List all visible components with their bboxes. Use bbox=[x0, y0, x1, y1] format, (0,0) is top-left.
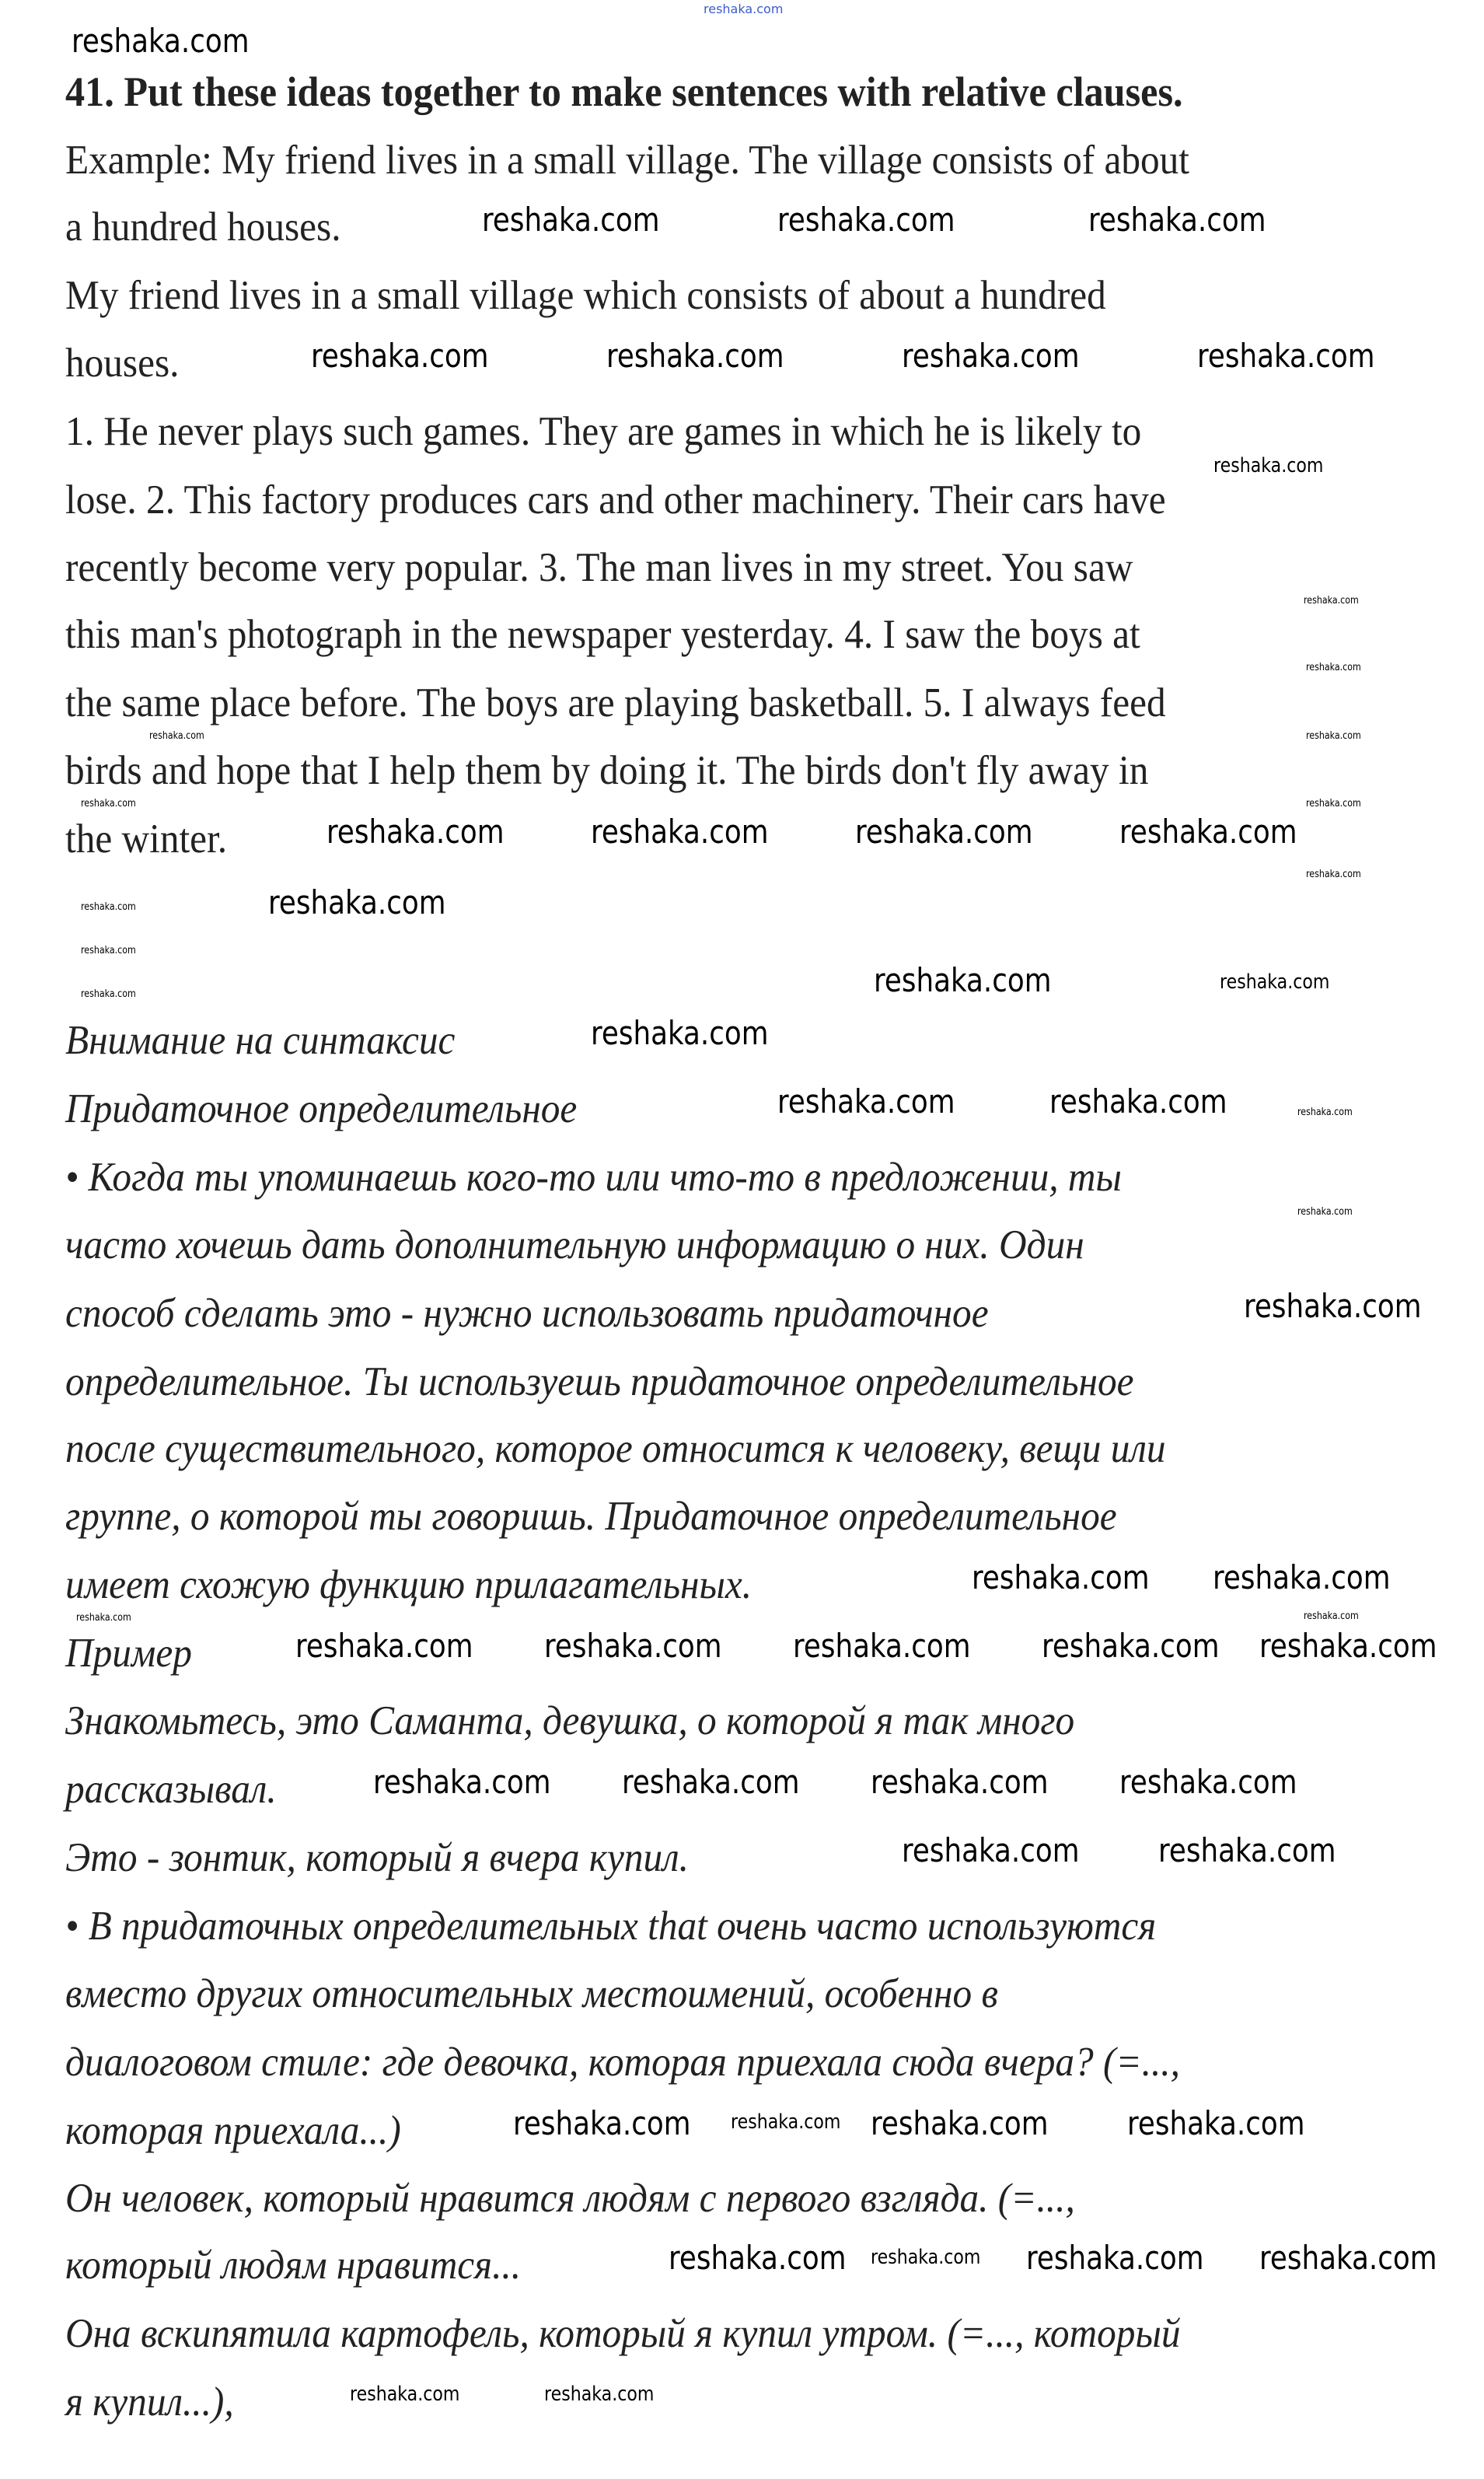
watermark: reshaka.com bbox=[1259, 2239, 1437, 2277]
note-line: часто хочешь дать дополнительную информацию о них. Один bbox=[65, 1222, 1084, 1267]
watermark: reshaka.com bbox=[622, 1763, 800, 1801]
watermark: reshaka.com bbox=[871, 1763, 1049, 1801]
watermark: reshaka.com bbox=[1306, 730, 1361, 742]
watermark: reshaka.com bbox=[544, 2383, 655, 2406]
watermark: reshaka.com bbox=[1297, 1107, 1353, 1118]
exercise-line: My friend lives in a small village which consists of about a hundred bbox=[65, 273, 1106, 318]
watermark: reshaka.com bbox=[871, 2104, 1049, 2142]
exercise-line: houses. bbox=[65, 341, 180, 386]
note-line: имеет схожую функцию прилагательных. bbox=[65, 1562, 752, 1607]
watermark: reshaka.com bbox=[1259, 1627, 1437, 1665]
watermark: reshaka.com bbox=[482, 201, 660, 239]
watermark: reshaka.com bbox=[902, 337, 1080, 375]
exercise-title: 41. Put these ideas together to make sentences with relative clauses. bbox=[65, 68, 1183, 115]
watermark: reshaka.com bbox=[972, 1558, 1150, 1596]
watermark: reshaka.com bbox=[1127, 2104, 1305, 2142]
top-watermark: reshaka.com bbox=[704, 2, 784, 16]
watermark: reshaka.com bbox=[1026, 2239, 1204, 2277]
note-heading: Внимание на синтаксис bbox=[65, 1018, 456, 1063]
watermark: reshaka.com bbox=[591, 1014, 769, 1052]
watermark: reshaka.com bbox=[76, 1612, 131, 1624]
watermark: reshaka.com bbox=[268, 883, 446, 921]
watermark: reshaka.com bbox=[1049, 1082, 1227, 1121]
exercise-line: birds and hope that I help them by doing it. The birds don't fly away in bbox=[65, 748, 1149, 793]
note-line: я купил...), bbox=[65, 2379, 234, 2425]
watermark: reshaka.com bbox=[591, 813, 769, 851]
exercise-line: 1. He never plays such games. They are games in which he is likely to bbox=[65, 409, 1142, 454]
watermark: reshaka.com bbox=[777, 1082, 955, 1121]
example-heading: Пример bbox=[65, 1631, 192, 1676]
note-line: • В придаточных определительных that очень часто используются bbox=[65, 1904, 1157, 1949]
watermark: reshaka.com bbox=[1220, 970, 1330, 994]
watermark: reshaka.com bbox=[295, 1627, 473, 1665]
exercise-line: recently become very popular. 3. The man lives in my street. You saw bbox=[65, 545, 1133, 590]
watermark: reshaka.com bbox=[871, 2246, 981, 2269]
exercise-line: a hundred houses. bbox=[65, 205, 341, 250]
watermark: reshaka.com bbox=[874, 961, 1052, 999]
watermark: reshaka.com bbox=[1244, 1287, 1422, 1325]
note-line: вместо других относительных местоимений, особенно в bbox=[65, 1971, 998, 2016]
watermark: reshaka.com bbox=[81, 901, 136, 913]
watermark: reshaka.com bbox=[81, 945, 136, 956]
watermark: reshaka.com bbox=[1042, 1627, 1220, 1665]
note-line: • Когда ты упоминаешь кого-то или что-то в предложении, ты bbox=[65, 1155, 1122, 1200]
note-line: рассказывал. bbox=[65, 1767, 277, 1812]
watermark: reshaka.com bbox=[1088, 201, 1266, 239]
watermark: reshaka.com bbox=[731, 2110, 841, 2134]
watermark: reshaka.com bbox=[149, 730, 204, 742]
watermark: reshaka.com bbox=[777, 201, 955, 239]
watermark: reshaka.com bbox=[1306, 798, 1361, 809]
watermark: reshaka.com bbox=[669, 2239, 847, 2277]
watermark: reshaka.com bbox=[793, 1627, 971, 1665]
note-line: диалоговом стиле: где девочка, которая приехала сюда вчера? (=..., bbox=[65, 2040, 1180, 2085]
watermark: reshaka.com bbox=[1297, 1206, 1353, 1218]
note-line: группе, о которой ты говоришь. Придаточное определительное bbox=[65, 1494, 1117, 1539]
watermark: reshaka.com bbox=[81, 988, 136, 1000]
watermark: reshaka.com bbox=[513, 2104, 691, 2142]
watermark: reshaka.com bbox=[902, 1831, 1080, 1869]
watermark: reshaka.com bbox=[1306, 869, 1361, 880]
note-subheading: Придаточное определительное bbox=[65, 1086, 578, 1131]
note-line: Она вскипятила картофель, который я купил утром. (=..., который bbox=[65, 2311, 1181, 2356]
exercise-line: lose. 2. This factory produces cars and other machinery. Their cars have bbox=[65, 477, 1166, 523]
watermark: reshaka.com bbox=[544, 1627, 722, 1665]
exercise-line: this man's photograph in the newspaper yesterday. 4. I saw the boys at bbox=[65, 612, 1140, 657]
watermark: reshaka.com bbox=[311, 337, 489, 375]
note-line: Знакомьтесь, это Саманта, девушка, о которой я так много bbox=[65, 1698, 1075, 1743]
note-line: определительное. Ты используешь придаточное определительное bbox=[65, 1359, 1134, 1404]
watermark: reshaka.com bbox=[72, 22, 250, 60]
note-line: Это - зонтик, который я вчера купил. bbox=[65, 1835, 689, 1880]
watermark: reshaka.com bbox=[350, 2383, 460, 2406]
watermark: reshaka.com bbox=[1213, 454, 1324, 477]
watermark: reshaka.com bbox=[1119, 813, 1297, 851]
note-line: которая приехала...) bbox=[65, 2108, 401, 2153]
watermark: reshaka.com bbox=[1306, 662, 1361, 673]
exercise-line: Example: My friend lives in a small village. The village consists of about bbox=[65, 138, 1190, 183]
watermark: reshaka.com bbox=[1158, 1831, 1336, 1869]
note-line: который людям нравится... bbox=[65, 2243, 522, 2288]
watermark: reshaka.com bbox=[1197, 337, 1375, 375]
exercise-line: the same place before. The boys are playing basketball. 5. I always feed bbox=[65, 680, 1166, 726]
exercise-line: the winter. bbox=[65, 816, 228, 862]
watermark: reshaka.com bbox=[1213, 1558, 1391, 1596]
watermark: reshaka.com bbox=[855, 813, 1033, 851]
note-line: способ сделать это - нужно использовать придаточное bbox=[65, 1291, 989, 1336]
note-line: после существительного, которое относится к человеку, вещи или bbox=[65, 1426, 1166, 1471]
watermark: reshaka.com bbox=[326, 813, 505, 851]
watermark: reshaka.com bbox=[1304, 1610, 1359, 1622]
watermark: reshaka.com bbox=[373, 1763, 551, 1801]
watermark: reshaka.com bbox=[606, 337, 784, 375]
watermark: reshaka.com bbox=[1119, 1763, 1297, 1801]
watermark: reshaka.com bbox=[81, 798, 136, 809]
note-line: Он человек, который нравится людям с первого взгляда. (=..., bbox=[65, 2176, 1075, 2221]
watermark: reshaka.com bbox=[1304, 595, 1359, 607]
